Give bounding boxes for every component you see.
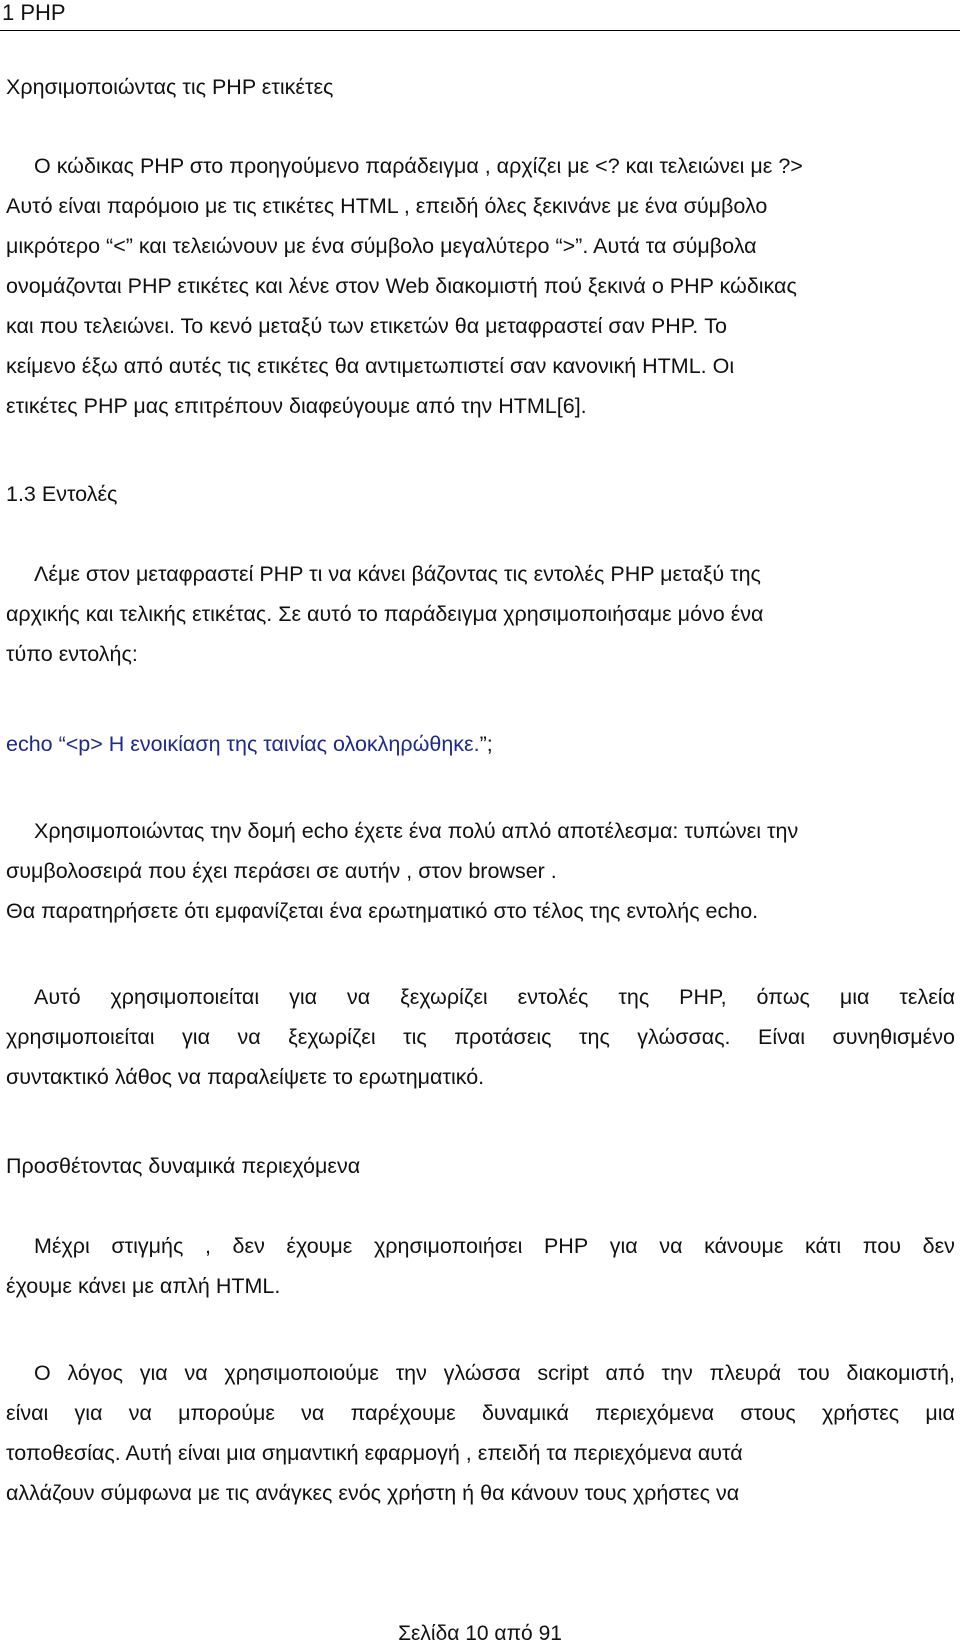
word: τις — [403, 1025, 427, 1049]
word: χρησιμοποιείται — [110, 985, 260, 1009]
word: γλώσσα — [443, 1361, 521, 1385]
paragraph-line: αλλάζουν σύμφωνα με τις ανάγκες ενός χρήστη ή θα κάνουν τους χρήστες να — [6, 1481, 740, 1505]
code-snippet: echo “<p> Η ενοικίαση της ταινίας ολοκληρώθηκε. — [6, 732, 480, 756]
word: την — [661, 1361, 693, 1385]
page-footer — [0, 1622, 960, 1646]
page-number: Σελίδα 10 από 91 — [398, 1622, 562, 1645]
word: χρησιμοποιήσει — [373, 1234, 523, 1258]
section-heading-commands: 1.3 Εντολές — [6, 482, 118, 506]
word: Ο — [34, 1361, 51, 1385]
paragraph-line: ετικέτες PHP μας επιτρέπουν διαφεύγουμε από την HTML[6]. — [6, 394, 587, 418]
word: την — [395, 1361, 427, 1385]
word: χρησιμοποιείται — [6, 1025, 155, 1049]
word: ξεχωρίζει — [288, 1025, 376, 1049]
word: διακομιστή, — [846, 1361, 955, 1385]
justified-line — [34, 1360, 955, 1386]
word: PHP, — [679, 985, 727, 1009]
word: χρήστες — [821, 1401, 900, 1425]
paragraph-line: έχουμε κάνει με απλή HTML. — [6, 1274, 281, 1298]
paragraph-line: Χρησιμοποιώντας την δομή echo έχετε ένα πολύ απλό αποτέλεσμα: τυπώνει την — [34, 819, 799, 843]
word: τελεία — [899, 985, 955, 1009]
word: να — [128, 1401, 152, 1425]
word: για — [74, 1401, 103, 1425]
paragraph-line: μικρότερο “<” και τελειώνουν με ένα σύμβολο μεγαλύτερο “>”. Αυτά τα σύμβολα — [6, 234, 757, 258]
paragraph-line: και που τελειώνει. Το κενό μεταξύ των ετικετών θα μεταφραστεί σαν PHP. Το — [6, 314, 727, 338]
word: χρησιμοποιούμε — [224, 1361, 379, 1385]
word: Μέχρι — [34, 1234, 90, 1258]
word: δεν — [922, 1234, 955, 1258]
word: Είναι — [757, 1025, 806, 1049]
word: PHP — [543, 1234, 589, 1258]
word: να — [659, 1234, 683, 1258]
word: από — [605, 1361, 645, 1385]
word: να — [346, 985, 371, 1009]
section-heading-dynamic: Προσθέτοντας δυναμικά περιεχόμενα — [6, 1154, 361, 1178]
word: προτάσεις — [454, 1025, 552, 1049]
word: για — [182, 1025, 211, 1049]
word: δυναμικά — [481, 1401, 569, 1425]
word: της — [579, 1025, 610, 1049]
paragraph-line: Θα παρατηρήσετε ότι εμφανίζεται ένα ερωτηματικό στο τέλος της εντολής echo. — [6, 899, 759, 923]
word: για — [289, 985, 318, 1009]
word: μια — [839, 985, 870, 1009]
word: δεν — [232, 1234, 265, 1258]
word: να — [237, 1025, 261, 1049]
word: εντολές — [517, 985, 589, 1009]
paragraph-line: αρχικής και τελικής ετικέτας. Σε αυτό το παράδειγμα χρησιμοποιήσαμε μόνο ένα — [6, 602, 764, 626]
paragraph-line: ονομάζονται PHP ετικέτες και λένε στον Web διακομιστή πού ξεκινά ο PHP κώδικας — [6, 274, 797, 298]
word: μια — [925, 1401, 955, 1425]
chapter-title: 1 PHP — [2, 0, 66, 25]
page-header — [0, 0, 960, 31]
word: έχουμε — [286, 1234, 353, 1258]
justified-line — [6, 1400, 955, 1426]
word: κάτι — [805, 1234, 842, 1258]
word: του — [797, 1361, 830, 1385]
word: ξεχωρίζει — [400, 985, 488, 1009]
paragraph-line: συντακτικό λάθος να παραλείψετε το ερωτηματικό. — [6, 1065, 485, 1089]
justified-line — [34, 1233, 955, 1259]
word: πλευρά — [709, 1361, 782, 1385]
word: που — [862, 1234, 902, 1258]
paragraph-line: Λέμε στον μεταφραστεί PHP τι να κάνει βάζοντας τις εντολές PHP μεταξύ της — [34, 562, 761, 586]
word: , — [204, 1234, 211, 1258]
paragraph-line: συμβολοσειρά που έχει περάσει σε αυτήν , στον browser . — [6, 859, 557, 883]
word: στους — [740, 1401, 796, 1425]
justified-line — [6, 1024, 955, 1050]
section-heading-tags: Χρησιμοποιώντας τις PHP ετικέτες — [6, 75, 334, 99]
paragraph-line: τύπο εντολής: — [6, 642, 138, 666]
word: γλώσσας. — [637, 1025, 731, 1049]
word: συνηθισμένο — [832, 1025, 955, 1049]
word: στιγμής — [111, 1234, 184, 1258]
word: όπως — [756, 985, 810, 1009]
word: script — [537, 1361, 589, 1385]
word: να — [301, 1401, 325, 1425]
paragraph-line: κείμενο έξω από αυτές τις ετικέτες θα αντιμετωπιστεί σαν κανονική HTML. Οι — [6, 354, 735, 378]
justified-line — [34, 984, 955, 1010]
paragraph-line: τοποθεσίας. Αυτή είναι μια σημαντική εφαρμογή , επειδή τα περιεχόμενα αυτά — [6, 1441, 743, 1465]
word: είναι — [6, 1401, 49, 1425]
word: κάνουμε — [704, 1234, 784, 1258]
word: της — [618, 985, 650, 1009]
word: για — [139, 1361, 168, 1385]
word: να — [184, 1361, 208, 1385]
paragraph-line: Ο κώδικας PHP στο προηγούμενο παράδειγμα , αρχίζει με <? και τελειώνει με ?> — [34, 154, 803, 178]
word: μπορούμε — [178, 1401, 275, 1425]
word: Αυτό — [34, 985, 81, 1009]
word: παρέχουμε — [350, 1401, 456, 1425]
word: λόγος — [67, 1361, 123, 1385]
paragraph-line: Αυτό είναι παρόμοιο με τις ετικέτες HTML , επειδή όλες ξεκινάνε με ένα σύμβολο — [6, 194, 768, 218]
code-snippet-end: ”; — [479, 732, 493, 756]
code-example — [6, 731, 493, 757]
word: περιεχόμενα — [595, 1401, 714, 1425]
word: για — [609, 1234, 638, 1258]
